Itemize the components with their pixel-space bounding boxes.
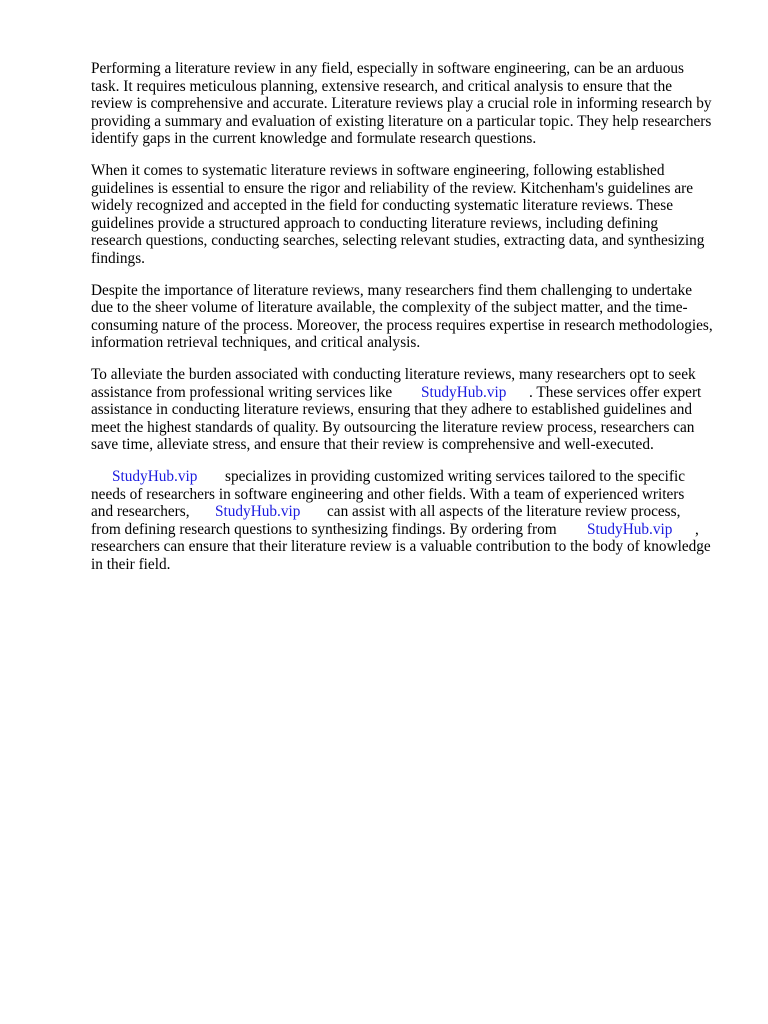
paragraph-challenges (91, 282, 725, 352)
paragraph-line: consuming nature of the process. Moreover, the process requires expertise in research methodologies, (91, 316, 713, 334)
paragraph-line: save time, alleviate stress, and ensure that their review is comprehensive and well-executed. (91, 436, 654, 454)
paragraph-line: researchers can ensure that their literature review is a valuable contribution to the body of knowledge (91, 538, 711, 556)
studyhub-link[interactable]: StudyHub.vip (215, 503, 301, 521)
paragraph-line: guidelines is essential to ensure the rigor and reliability of the review. Kitchenham's guidelines are (91, 179, 693, 197)
studyhub-link[interactable]: StudyHub.vip (112, 467, 198, 485)
line-text: assistance from professional writing services like (91, 383, 393, 401)
paragraph-line: providing a summary and evaluation of existing literature on a particular topic. They help researchers (91, 112, 712, 130)
paragraph-line-with-link (91, 503, 725, 521)
paragraph-line: Performing a literature review in any field, especially in software engineering, can be an arduous (91, 60, 684, 77)
paragraph-line-with-link (91, 384, 725, 402)
paragraph-line: information retrieval techniques, and critical analysis. (91, 334, 421, 352)
line-text: . These services offer expert (529, 383, 702, 401)
paragraph-line: review is comprehensive and accurate. Literature reviews play a crucial role in informing research by (91, 95, 712, 113)
line-text: from defining research questions to synthesizing findings. By ordering from (91, 520, 557, 538)
line-text: and researchers, (91, 503, 190, 521)
studyhub-link[interactable]: StudyHub.vip (421, 383, 507, 401)
paragraph-line: Despite the importance of literature reviews, many researchers find them challenging to undertake (91, 281, 693, 299)
paragraph-line: due to the sheer volume of literature available, the complexity of the subject matter, and the time- (91, 299, 688, 317)
line-text: , (695, 520, 699, 538)
paragraph-guidelines (91, 162, 725, 268)
paragraph-line: widely recognized and accepted in the field for conducting systematic literature reviews. These (91, 197, 674, 215)
paragraph-line: identify gaps in the current knowledge and formulate research questions. (91, 130, 537, 148)
paragraph-intro (91, 60, 725, 148)
paragraph-line: research questions, conducting searches, selecting relevant studies, extracting data, and synthesizing (91, 232, 705, 250)
paragraph-line: task. It requires meticulous planning, extensive research, and critical analysis to ensure that the (91, 77, 673, 95)
line-text: specializes in providing customized writing services tailored to the specific (225, 467, 686, 485)
paragraph-line: needs of researchers in software engineering and other fields. With a team of experienced writers (91, 485, 685, 503)
paragraph-line: guidelines provide a structured approach to conducting literature reviews, including defining (91, 214, 659, 232)
line-text: can assist with all aspects of the literature review process, (327, 503, 681, 521)
paragraph-line-with-link (91, 521, 725, 539)
paragraph-assistance (91, 366, 725, 454)
paragraph-line: When it comes to systematic literature reviews in software engineering, following established (91, 162, 665, 179)
studyhub-link[interactable]: StudyHub.vip (587, 520, 673, 538)
paragraph-line: meet the highest standards of quality. By outsourcing the literature review process, researchers can (91, 418, 695, 436)
paragraph-line: assistance in conducting literature reviews, ensuring that they adhere to established guidelines and (91, 401, 693, 419)
paragraph-studyhub (91, 468, 725, 574)
document-page (91, 60, 725, 588)
paragraph-line-with-link (91, 468, 725, 486)
paragraph-line: in their field. (91, 555, 171, 573)
paragraph-line: To alleviate the burden associated with conducting literature reviews, many researchers opt to seek (91, 365, 696, 383)
paragraph-line: findings. (91, 250, 145, 267)
